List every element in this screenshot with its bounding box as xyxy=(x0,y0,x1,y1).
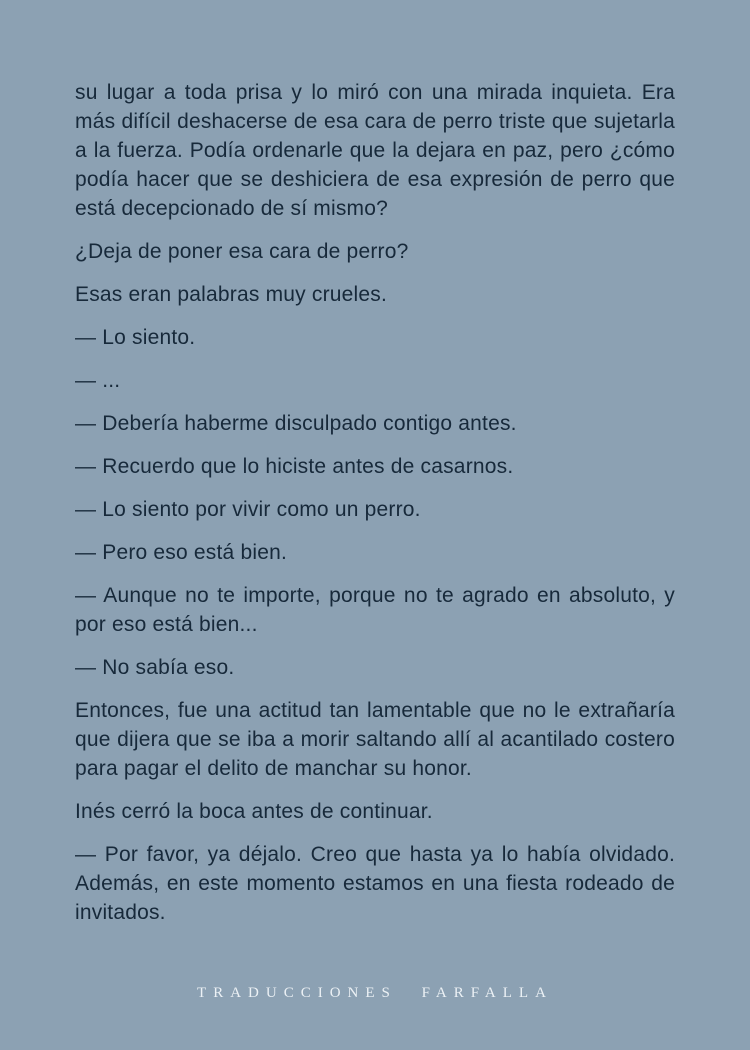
dialogue-line: — No sabía eso. xyxy=(75,656,235,679)
narration-paragraph: su lugar a toda prisa y lo miró con una mirada inquieta. Era más difícil deshacerse de esa cara de perro triste que sujetarla a la fuerza. Podía ordenarle que la dejara en paz, pero ¿cómo podía hacer que se deshiciera de esa expresión de perro que está decepcionado de sí mismo? xyxy=(75,81,675,220)
dialogue-line: — Por favor, ya déjalo. Creo que hasta ya lo había olvidado. Además, en este momento estamos en una fiesta rodeado de invitados. xyxy=(75,843,675,924)
narration-paragraph: Entonces, fue una actitud tan lamentable que no le extrañaría que dijera que se iba a morir saltando allí al acantilado costero para pagar el delito de manchar su honor. xyxy=(75,699,675,780)
narration-paragraph: ¿Deja de poner esa cara de perro? xyxy=(75,240,409,263)
dialogue-line: — Lo siento por vivir como un perro. xyxy=(75,498,421,521)
dialogue-line: — Lo siento. xyxy=(75,326,196,349)
translator-credit: TRADUCCIONES FARFALLA xyxy=(197,985,553,1001)
dialogue-line: — ... xyxy=(75,369,121,392)
narration-paragraph: Esas eran palabras muy crueles. xyxy=(75,283,388,306)
narration-paragraph: Inés cerró la boca antes de continuar. xyxy=(75,800,433,823)
dialogue-line: — Recuerdo que lo hiciste antes de casarnos. xyxy=(75,455,514,478)
dialogue-line: — Aunque no te importe, porque no te agrado en absoluto, y por eso está bien... xyxy=(75,584,675,636)
chapter-text xyxy=(75,78,675,975)
dialogue-line: — Debería haberme disculpado contigo antes. xyxy=(75,412,517,435)
dialogue-line: — Pero eso está bien. xyxy=(75,541,287,564)
